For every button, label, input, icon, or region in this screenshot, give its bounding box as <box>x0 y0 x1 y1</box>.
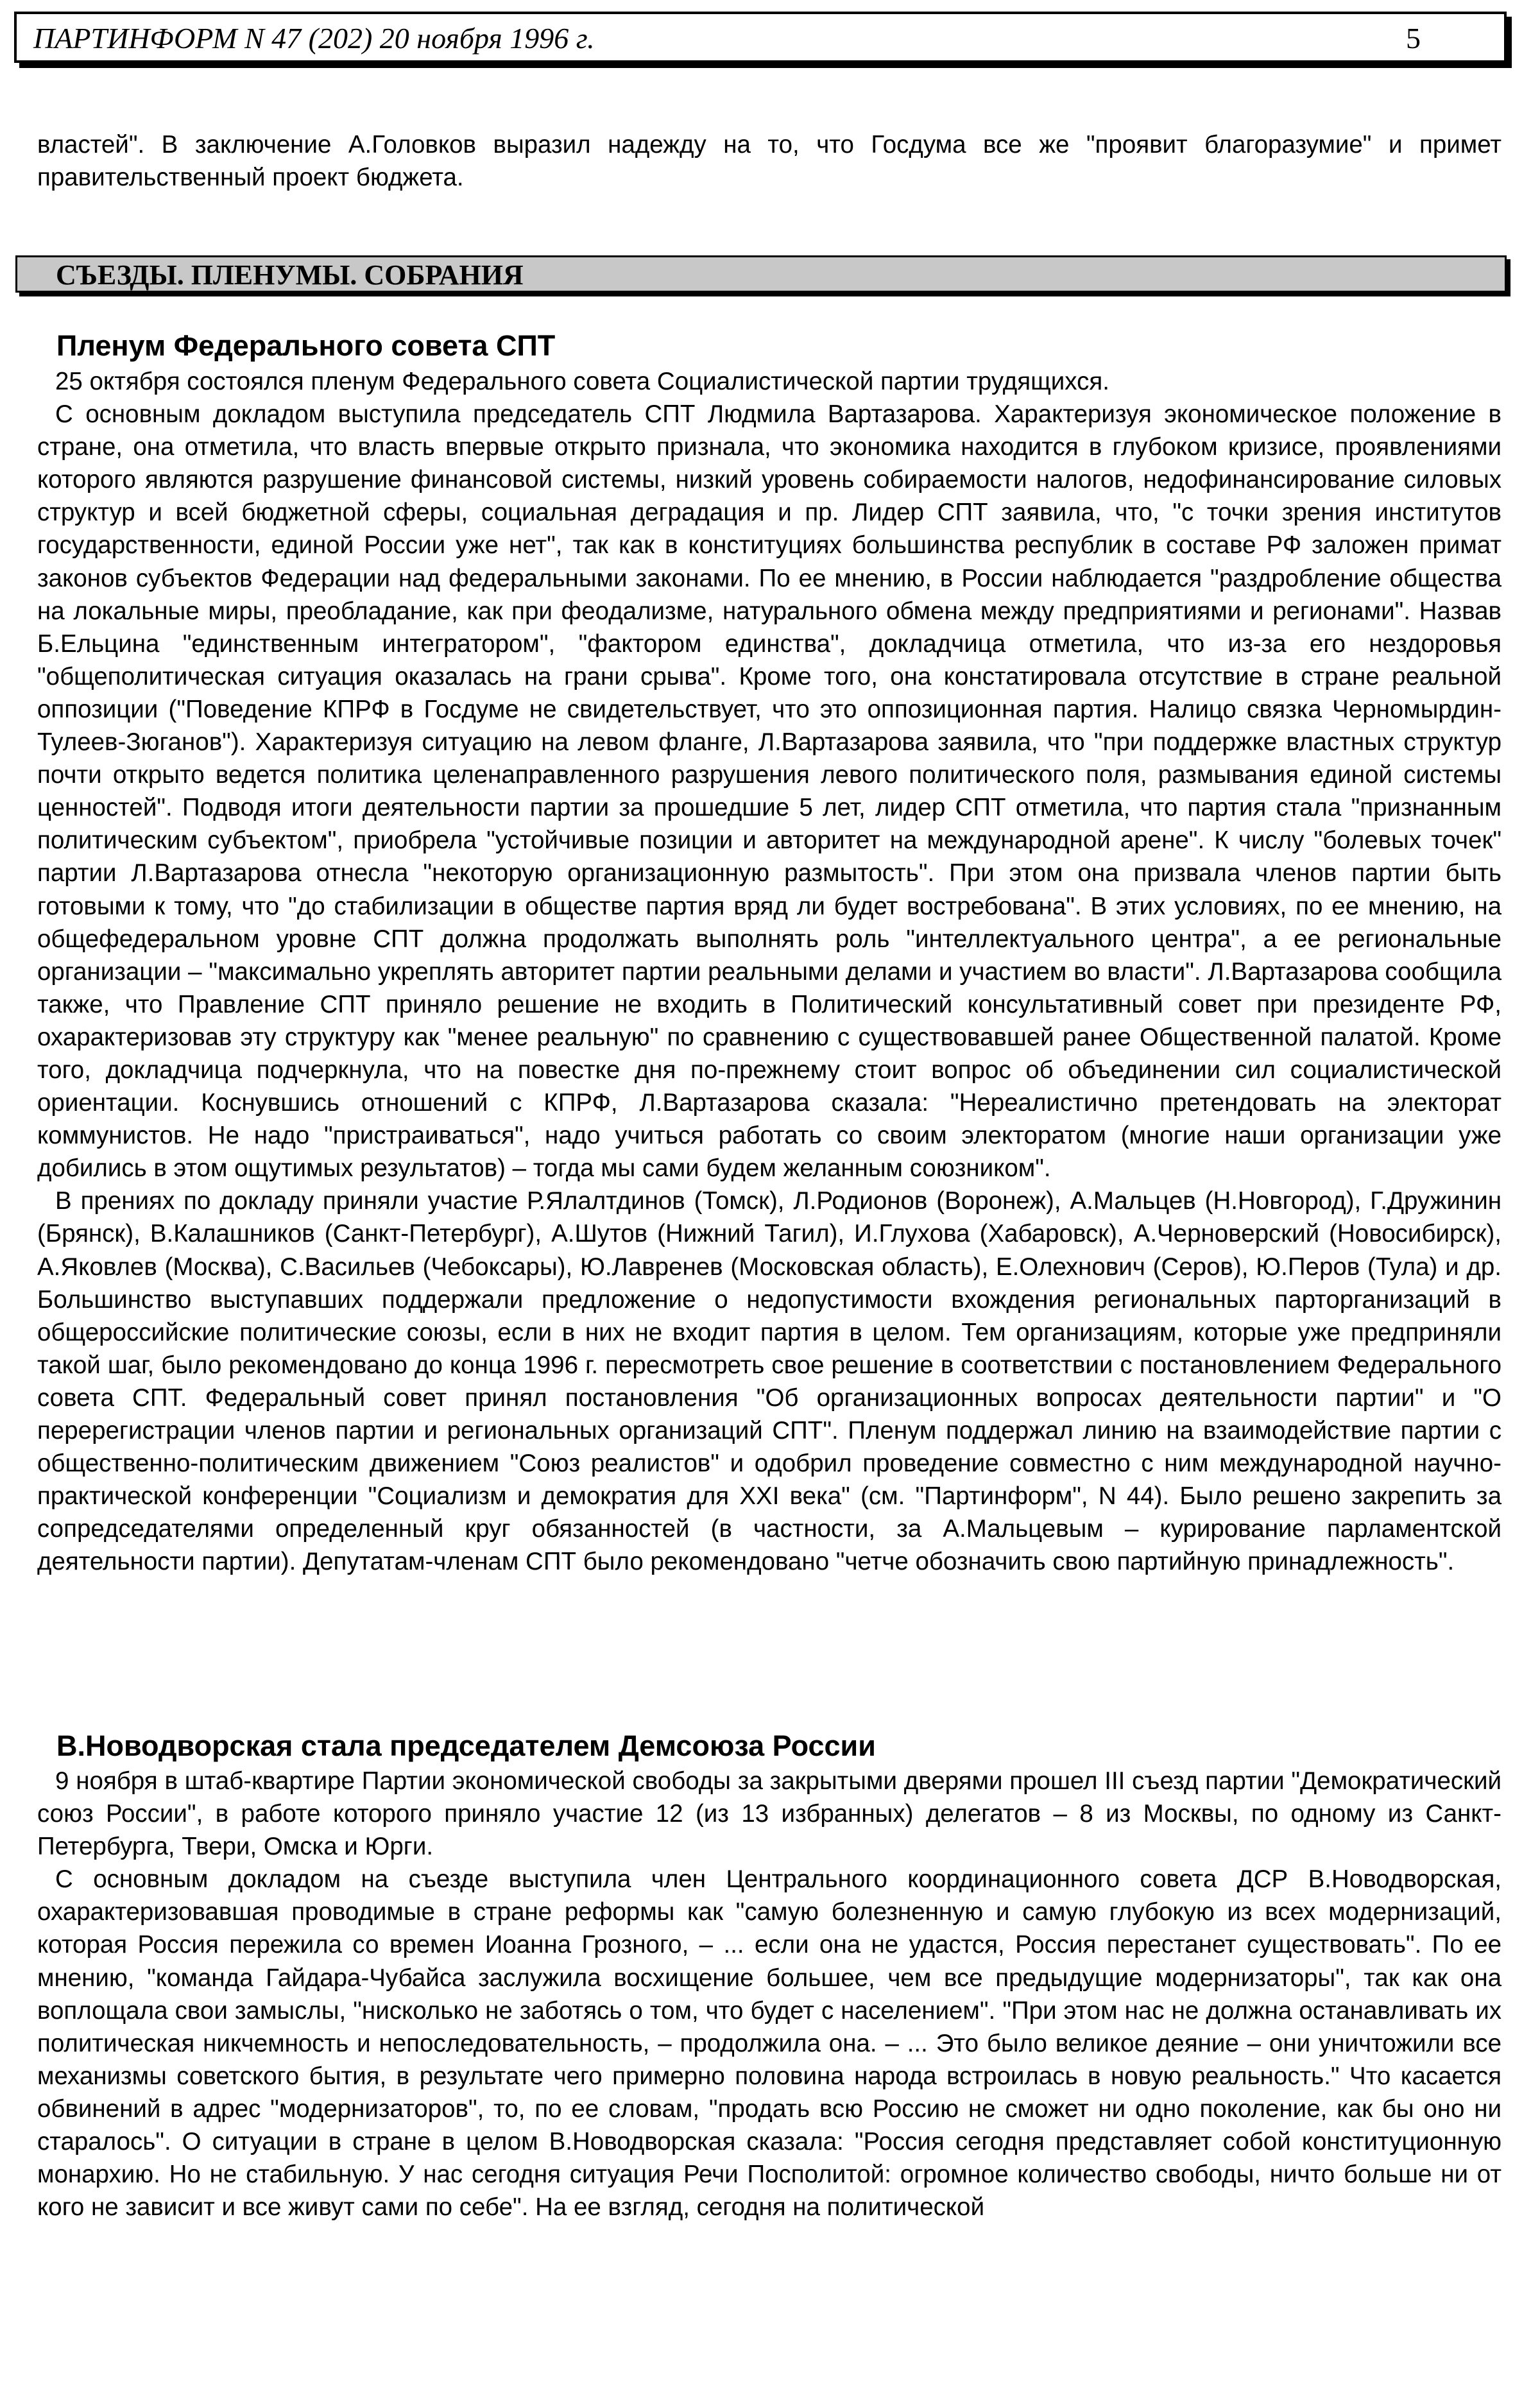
publication-title: ПАРТИНФОРМ N 47 (202) 20 ноября 1996 г. <box>33 22 595 55</box>
page-number: 5 <box>1406 22 1421 55</box>
intro-paragraph: властей". В заключение А.Головков выразил надежду на то, что Госдума все же "проявит благоразумие" и примет правительственный проект бюджета. <box>37 131 1502 192</box>
article-title: Пленум Федерального совета СПТ <box>56 329 556 362</box>
section-header <box>15 255 1507 293</box>
article-paragraph: С основным докладом на съезде выступила член Центрального координационного совета ДСР В.Новодворская, охарактеризовавшая проводимые в стране реформы как "самую болезненную и самую глубокую из всех модернизаций, которая Россия пережила со времен Иоанна Грозного, – ... если она не удастся, Россия перестанет существовать". По ее мнению, "команда Гайдара-Чубайса заслужила восхищение большее, чем все предыдущие модернизаторы", так как она воплощала свои замыслы, "нисколько не заботясь о том, что будет с населением". "При этом нас не должна останавливать их политическая никчемность и непоследовательность, – продолжила она. – ... Это было великое деяние – они уничтожили все механизмы советского бытия, в результате чего примерно половина народа встроилась в новую реальность." Что касается обвинений в адрес "модернизаторов", то, по ее словам, "продать всю Россию не сможет ни одно поколение, как бы оно ни старалось". О ситуации в стране в целом В.Новодворская сказала: "Россия сегодня представляет собой конституционную монархию. Но не стабильную. У нас сегодня ситуация Речи Посполитой: огромное количество свободы, ничто больше ни от кого не зависит и все живут сами по себе". На ее взгляд, сегодня на политической <box>37 1865 1502 2222</box>
page-header <box>14 12 1507 63</box>
section-title: СЪЕЗДЫ. ПЛЕНУМЫ. СОБРАНИЯ <box>56 259 524 291</box>
article-paragraph: 25 октября состоялся пленум Федерального совета Социалистической партии трудящихся. <box>55 368 1109 395</box>
article-paragraph: С основным докладом выступила председатель СПТ Людмила Вартазарова. Характеризуя экономическое положение в стране, она отметила, что власть впервые открыто признала, что экономика находится в глубоком кризисе, проявлениями которого являются разрушение финансовой системы, низкий уровень собираемости налогов, недофинансирование силовых структур и всей бюджетной сферы, социальная деградация и пр. Лидер СПТ заявила, что, "с точки зрения институтов государственности, единой России уже нет", так как в конституциях большинства республик в составе РФ заложен примат законов субъектов Федерации над федеральными законами. По ее мнению, в России наблюдается "раздробление общества на локальные миры, преобладание, как при феодализме, натурального обмена между предприятиями и регионами". Назвав Б.Ельцина "единственным интегратором", "фактором единства", докладчица отметила, что из-за его нездоровья "общеполитическая ситуация оказалась на грани срыва". Кроме того, она констатировала отсутствие в стране реальной оппозиции ("Поведение КПРФ в Госдуме не свидетельствует, что это оппозиционная партия. Налицо связка Черномырдин-Тулеев-Зюганов"). Характеризуя ситуацию на левом фланге, Л.Вартазарова заявила, что "при поддержке властных структур почти открыто ведется политика целенаправленного разрушения левого политического поля, размывания единой системы ценностей". Подводя итоги деятельности партии за прошедшие 5 лет, лидер СПТ отметила, что партия стала "признанным политическим субъектом", приобрела "устойчивые позиции и авторитет на международной арене". К числу "болевых точек" партии Л.Вартазарова отнесла "некоторую организационную размытость". При этом она призвала членов партии быть готовыми к тому, что "до стабилизации в обществе партия вряд ли будет востребована". В этих условиях, по ее мнению, на общефедеральном уровне СПТ должна продолжать выполнять роль "интеллектуального центра", а ее региональные организации – "максимально укреплять авторитет партии реальными делами и участием во власти". Л.Вартазарова сообщила также, что Правление СПТ приняло решение не входить в Политический консультативный совет при президенте РФ, охарактеризовав эту структуру как "менее реальную" по сравнению с существовавшей ранее Общественной палатой. Кроме того, докладчица подчеркнула, что на повестке дня по-прежнему стоит вопрос об объединении сил социалистической ориентации. Коснувшись отношений с КПРФ, Л.Вартазарова сказала: "Нереалистично претендовать на электорат коммунистов. Не надо "пристраиваться", надо учиться работать со своим электоратом (многие наши организации уже добились в этом ощутимых результатов) – тогда мы сами будем желанным союзником". <box>37 400 1502 1183</box>
article-title: В.Новодворская стала председателем Демсоюза России <box>56 1729 876 1762</box>
article-body <box>37 365 1502 1578</box>
article-paragraph: 9 ноября в штаб-квартире Партии экономической свободы за закрытыми дверями прошел III съезд партии "Демократический союз России", в работе которого приняло участие 12 (из 13 избранных) делегатов – 8 из Москвы, по одному из Санкт-Петербурга, Твери, Омска и Юрги. <box>37 1767 1502 1861</box>
intro-text <box>37 128 1502 194</box>
article-body <box>37 1765 1502 2223</box>
article-paragraph: В прениях по докладу приняли участие Р.Ялалтдинов (Томск), Л.Родионов (Воронеж), А.Мальцев (Н.Новгород), Г.Дружинин (Брянск), В.Калашников (Санкт-Петербург), А.Шутов (Нижний Тагил), И.Глухова (Хабаровск), А.Черноверский (Новосибирск), А.Яковлев (Москва), С.Васильев (Чебоксары), Ю.Лавренев (Московская область), Е.Олехнович (Серов), Ю.Перов (Тула) и др. Большинство выступавших поддержали предложение о недопустимости вхождения региональных парторганизаций в общероссийские политические союзы, если в них не входит партия в целом. Тем организациям, которые уже предприняли такой шаг, было рекомендовано до конца 1996 г. пересмотреть свое решение в соответствии с постановлением Федерального совета СПТ. Федеральный совет принял постановления "Об организационных вопросах деятельности партии" и "О перерегистрации членов партии и региональных организаций СПТ". Пленум поддержал линию на взаимодействие партии с общественно-политическим движением "Союз реалистов" и одобрил проведение совместно с ним международной научно-практической конференции "Социализм и демократия для XXI века" (см. "Партинформ", N 44). Было решено закрепить за сопредседателями определенный круг обязанностей (в частности, за А.Мальцевым – курирование парламентской деятельности партии). Депутатам-членам СПТ было рекомендовано "четче обозначить свою партийную принадлежность". <box>37 1187 1502 1576</box>
